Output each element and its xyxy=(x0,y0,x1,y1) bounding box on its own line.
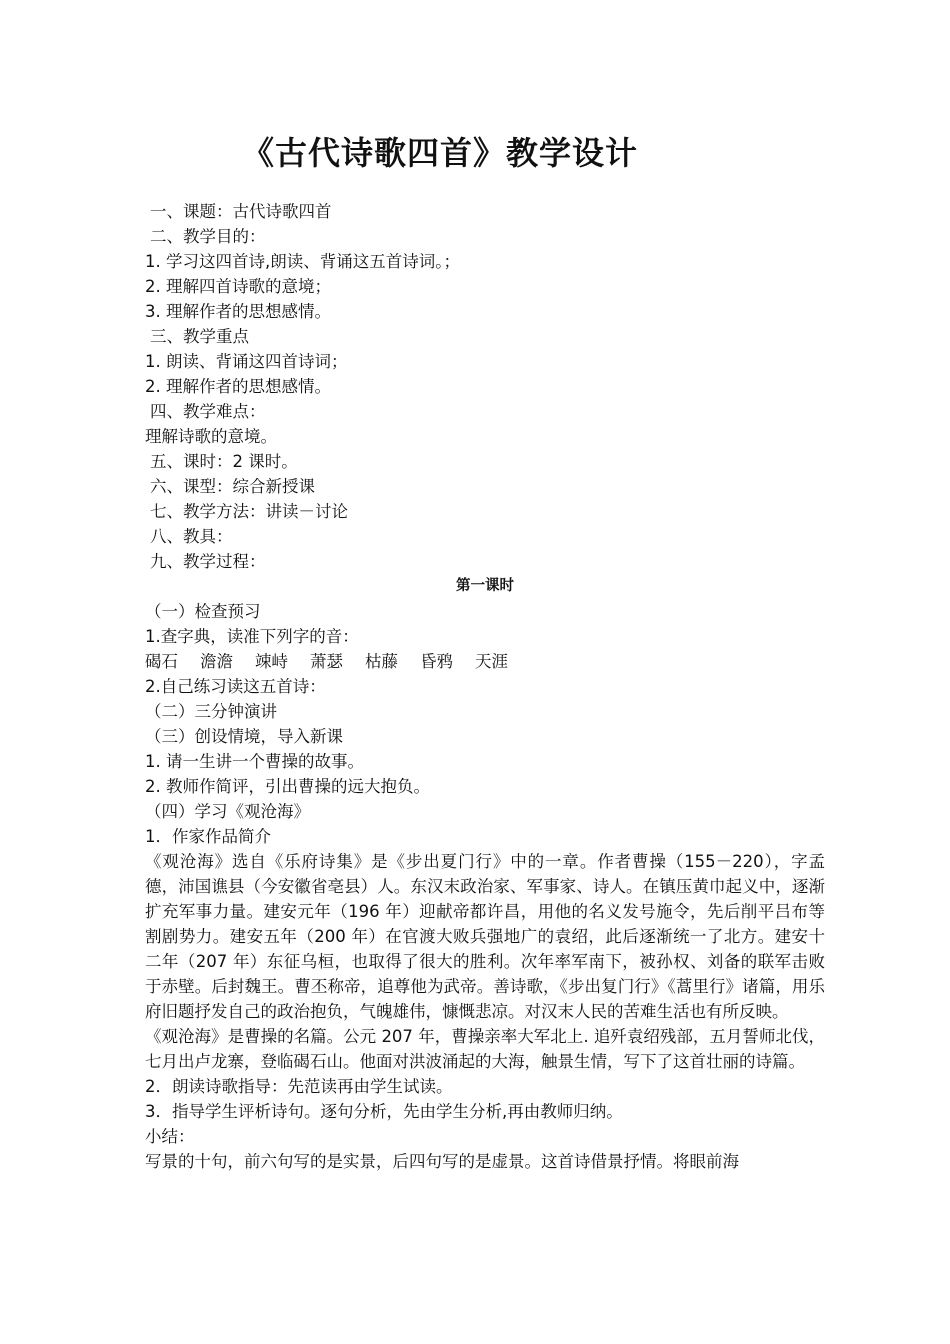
section-difficulty: 四、教学难点： xyxy=(150,402,266,421)
document-title: 《古代诗歌四首》教学设计 xyxy=(241,134,638,172)
step-preview-1: 1.查字典，读准下列字的音： xyxy=(145,627,359,646)
vocab-word: 澹澹 xyxy=(200,652,233,671)
vocab-word: 枯藤 xyxy=(365,652,398,671)
summary-text: 写景的十句，前六句写的是实景，后四句写的是虚景。这首诗借景抒情。将眼前海 xyxy=(145,1152,739,1171)
vocab-list xyxy=(145,649,825,674)
step-study-2: 2．朗读诗歌指导：先范读再由学生试读。 xyxy=(145,1077,453,1096)
difficulty-text: 理解诗歌的意境。 xyxy=(145,427,277,446)
step-intro: （三）创设情境，导入新课 xyxy=(145,727,343,746)
step-study-3: 3．指导学生评析诗句。逐句分析，先由学生分析,再由教师归纳。 xyxy=(145,1102,623,1121)
vocab-word: 昏鸦 xyxy=(420,652,453,671)
poem-paragraph: 《观沧海》是曹操的名篇。公元 207 年，曹操亲率大军北上. 追歼袁绍残部，五月誓师北伐，七月出卢龙寨，登临碣石山。他面对洪波涌起的大海，触景生情，写下了这首壮丽的诗篇。 xyxy=(145,1027,825,1071)
summary-heading: 小结： xyxy=(145,1127,195,1146)
focus-1: 1. 朗读、背诵这四首诗词； xyxy=(145,352,348,371)
goal-1: 1. 学习这四首诗,朗读、背诵这五首诗词。； xyxy=(145,252,460,271)
vocab-word: 竦峙 xyxy=(255,652,288,671)
section-focus: 三、教学重点 xyxy=(150,327,249,346)
step-intro-2: 2. 教师作简评，引出曹操的远大抱负。 xyxy=(145,777,430,796)
vocab-word: 萧瑟 xyxy=(310,652,343,671)
goal-3: 3. 理解作者的思想感情。 xyxy=(145,302,331,321)
section-type: 六、课型：综合新授课 xyxy=(150,477,315,496)
document-body xyxy=(145,199,825,1174)
step-study-1: 1．作家作品简介 xyxy=(145,827,271,846)
lesson-heading: 第一课时 xyxy=(456,578,514,594)
author-paragraph: 《观沧海》选自《乐府诗集》是《步出夏门行》中的一章。作者曹操（155－220），字孟德，沛国谯县（今安徽省亳县）人。东汉末政治家、军事家、诗人。在镇压黄巾起义中，逐渐扩充军事力量。建安元年（196 年）迎献帝都许昌，用他的名义发号施令，先后削平吕布等割剧势力。建安五年（200 年）在官渡大败兵强地广的袁绍，此后逐渐统一了北方。建安十二年（207 年）东征乌桓，也取得了很大的胜利。次年率军南下，被孙权、刘备的联军击败于赤壁。后封魏王。曹丕称帝，追尊他为武帝。善诗歌，《步出复门行》《蒿里行》诸篇，用乐府旧题抒发自己的政治抱负，气魄雄伟，慷慨悲凉。对汉末人民的苦难生活也有所反映。 xyxy=(145,852,825,1021)
section-hours: 五、课时：2 课时。 xyxy=(150,452,298,471)
section-tools: 八、教具： xyxy=(150,527,233,546)
section-goals: 二、教学目的： xyxy=(150,227,266,246)
goal-2: 2. 理解四首诗歌的意境； xyxy=(145,277,331,296)
section-topic: 一、课题：古代诗歌四首 xyxy=(150,202,332,221)
step-study: （四）学习《观沧海》 xyxy=(145,802,310,821)
section-method: 七、教学方法：讲读－讨论 xyxy=(150,502,348,521)
step-intro-1: 1. 请一生讲一个曹操的故事。 xyxy=(145,752,364,771)
section-process: 九、教学过程： xyxy=(150,552,266,571)
step-speech: （二）三分钟演讲 xyxy=(145,702,277,721)
step-preview: （一）检查预习 xyxy=(145,602,261,621)
step-preview-2: 2.自己练习读这五首诗： xyxy=(145,677,326,696)
vocab-word: 天涯 xyxy=(475,652,508,671)
focus-2: 2. 理解作者的思想感情。 xyxy=(145,377,331,396)
vocab-word: 碣石 xyxy=(145,652,178,671)
